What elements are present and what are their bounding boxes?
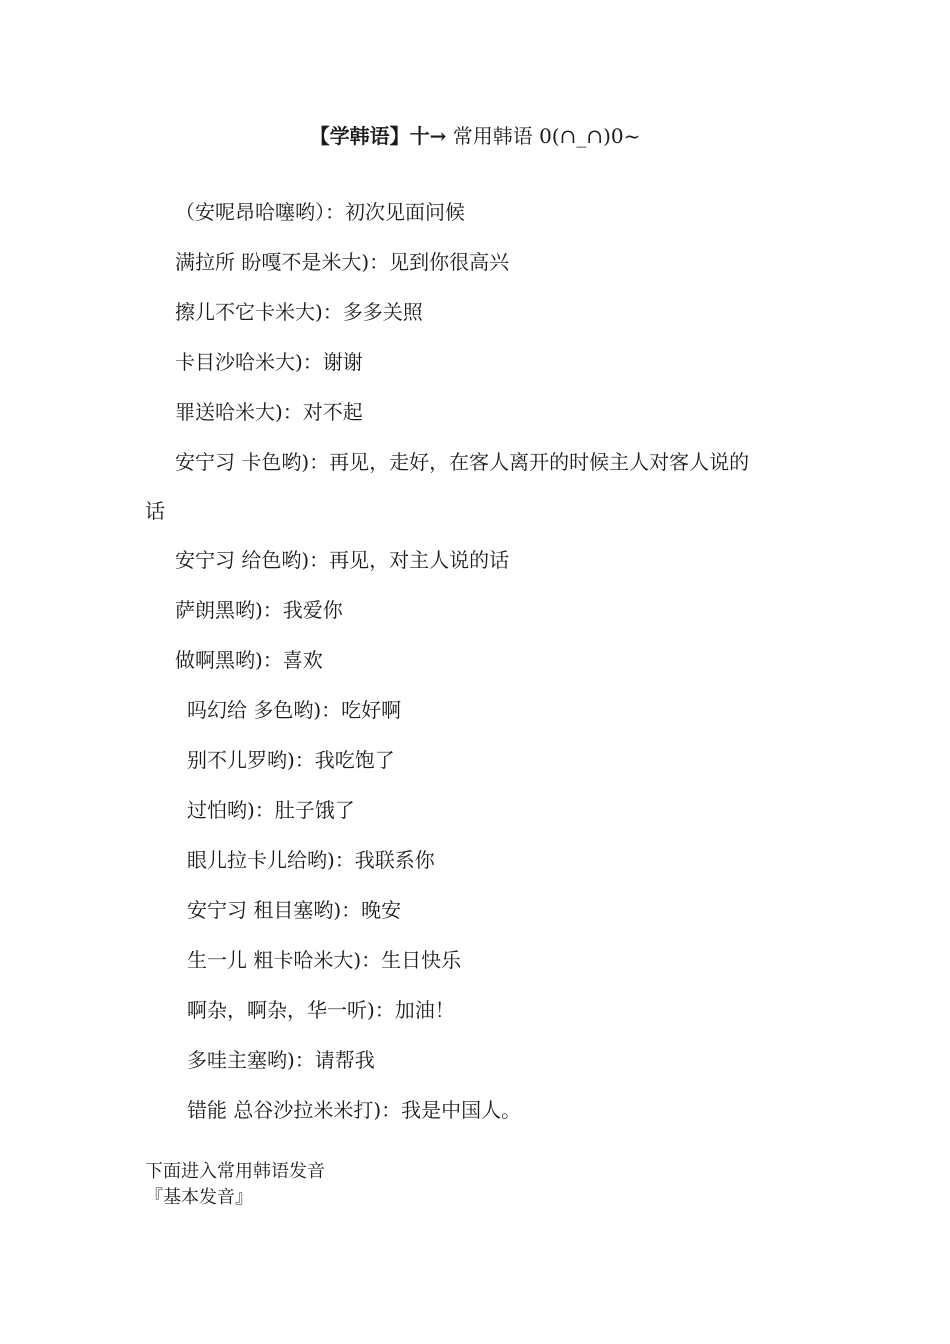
phrase-line: 生一儿 粗卡哈米大)：生日快乐	[187, 948, 462, 972]
phrase-line: 眼儿拉卡儿给哟)：我联系你	[187, 848, 435, 872]
phrase-line: 萨朗黑哟)：我爱你	[175, 598, 343, 622]
phrase-line: 罪送哈米大)：对不起	[175, 400, 363, 424]
phrase-line: 安宁习 租目塞哟)：晚安	[187, 898, 402, 922]
phrase-line: 擦儿不它卡米大)：多多关照	[175, 300, 423, 324]
phrase-line: 错能 总谷沙拉米米打)：我是中国人。	[187, 1098, 522, 1122]
phrase-line: 安宁习 给色哟)：再见，对主人说的话	[175, 548, 510, 572]
phrase-line: 别不儿罗哟)：我吃饱了	[187, 748, 395, 772]
title-rest: 常用韩语 0(∩_∩)0~	[446, 124, 641, 148]
phrase-line: 啊杂，啊杂，华一听)：加油！	[187, 998, 455, 1022]
section-intro: 下面进入常用韩语发音	[145, 1161, 325, 1182]
phrase-line: 多哇主塞哟)：请帮我	[187, 1048, 375, 1072]
phrase-line: （安呢昂哈噻哟）：初次见面问候	[175, 200, 465, 224]
phrase-line-continuation: 话	[145, 499, 165, 523]
phrase-line: 满拉所 盼嘎不是米大)：见到你很高兴	[175, 250, 510, 274]
phrase-line: 安宁习 卡色哟)：再见，走好，在客人离开的时候主人对客人说的	[175, 450, 750, 474]
title-prefix: 【学韩语】十→	[309, 124, 447, 148]
phrase-line: 吗幻给 多色哟)：吃好啊	[187, 698, 402, 722]
phrase-line: 过怕哟)：肚子饿了	[187, 798, 355, 822]
document-title	[0, 122, 950, 150]
section-heading: 『基本发音』	[145, 1187, 253, 1208]
phrase-line: 卡目沙哈米大)：谢谢	[175, 350, 363, 374]
phrase-line: 做啊黑哟)：喜欢	[175, 648, 323, 672]
